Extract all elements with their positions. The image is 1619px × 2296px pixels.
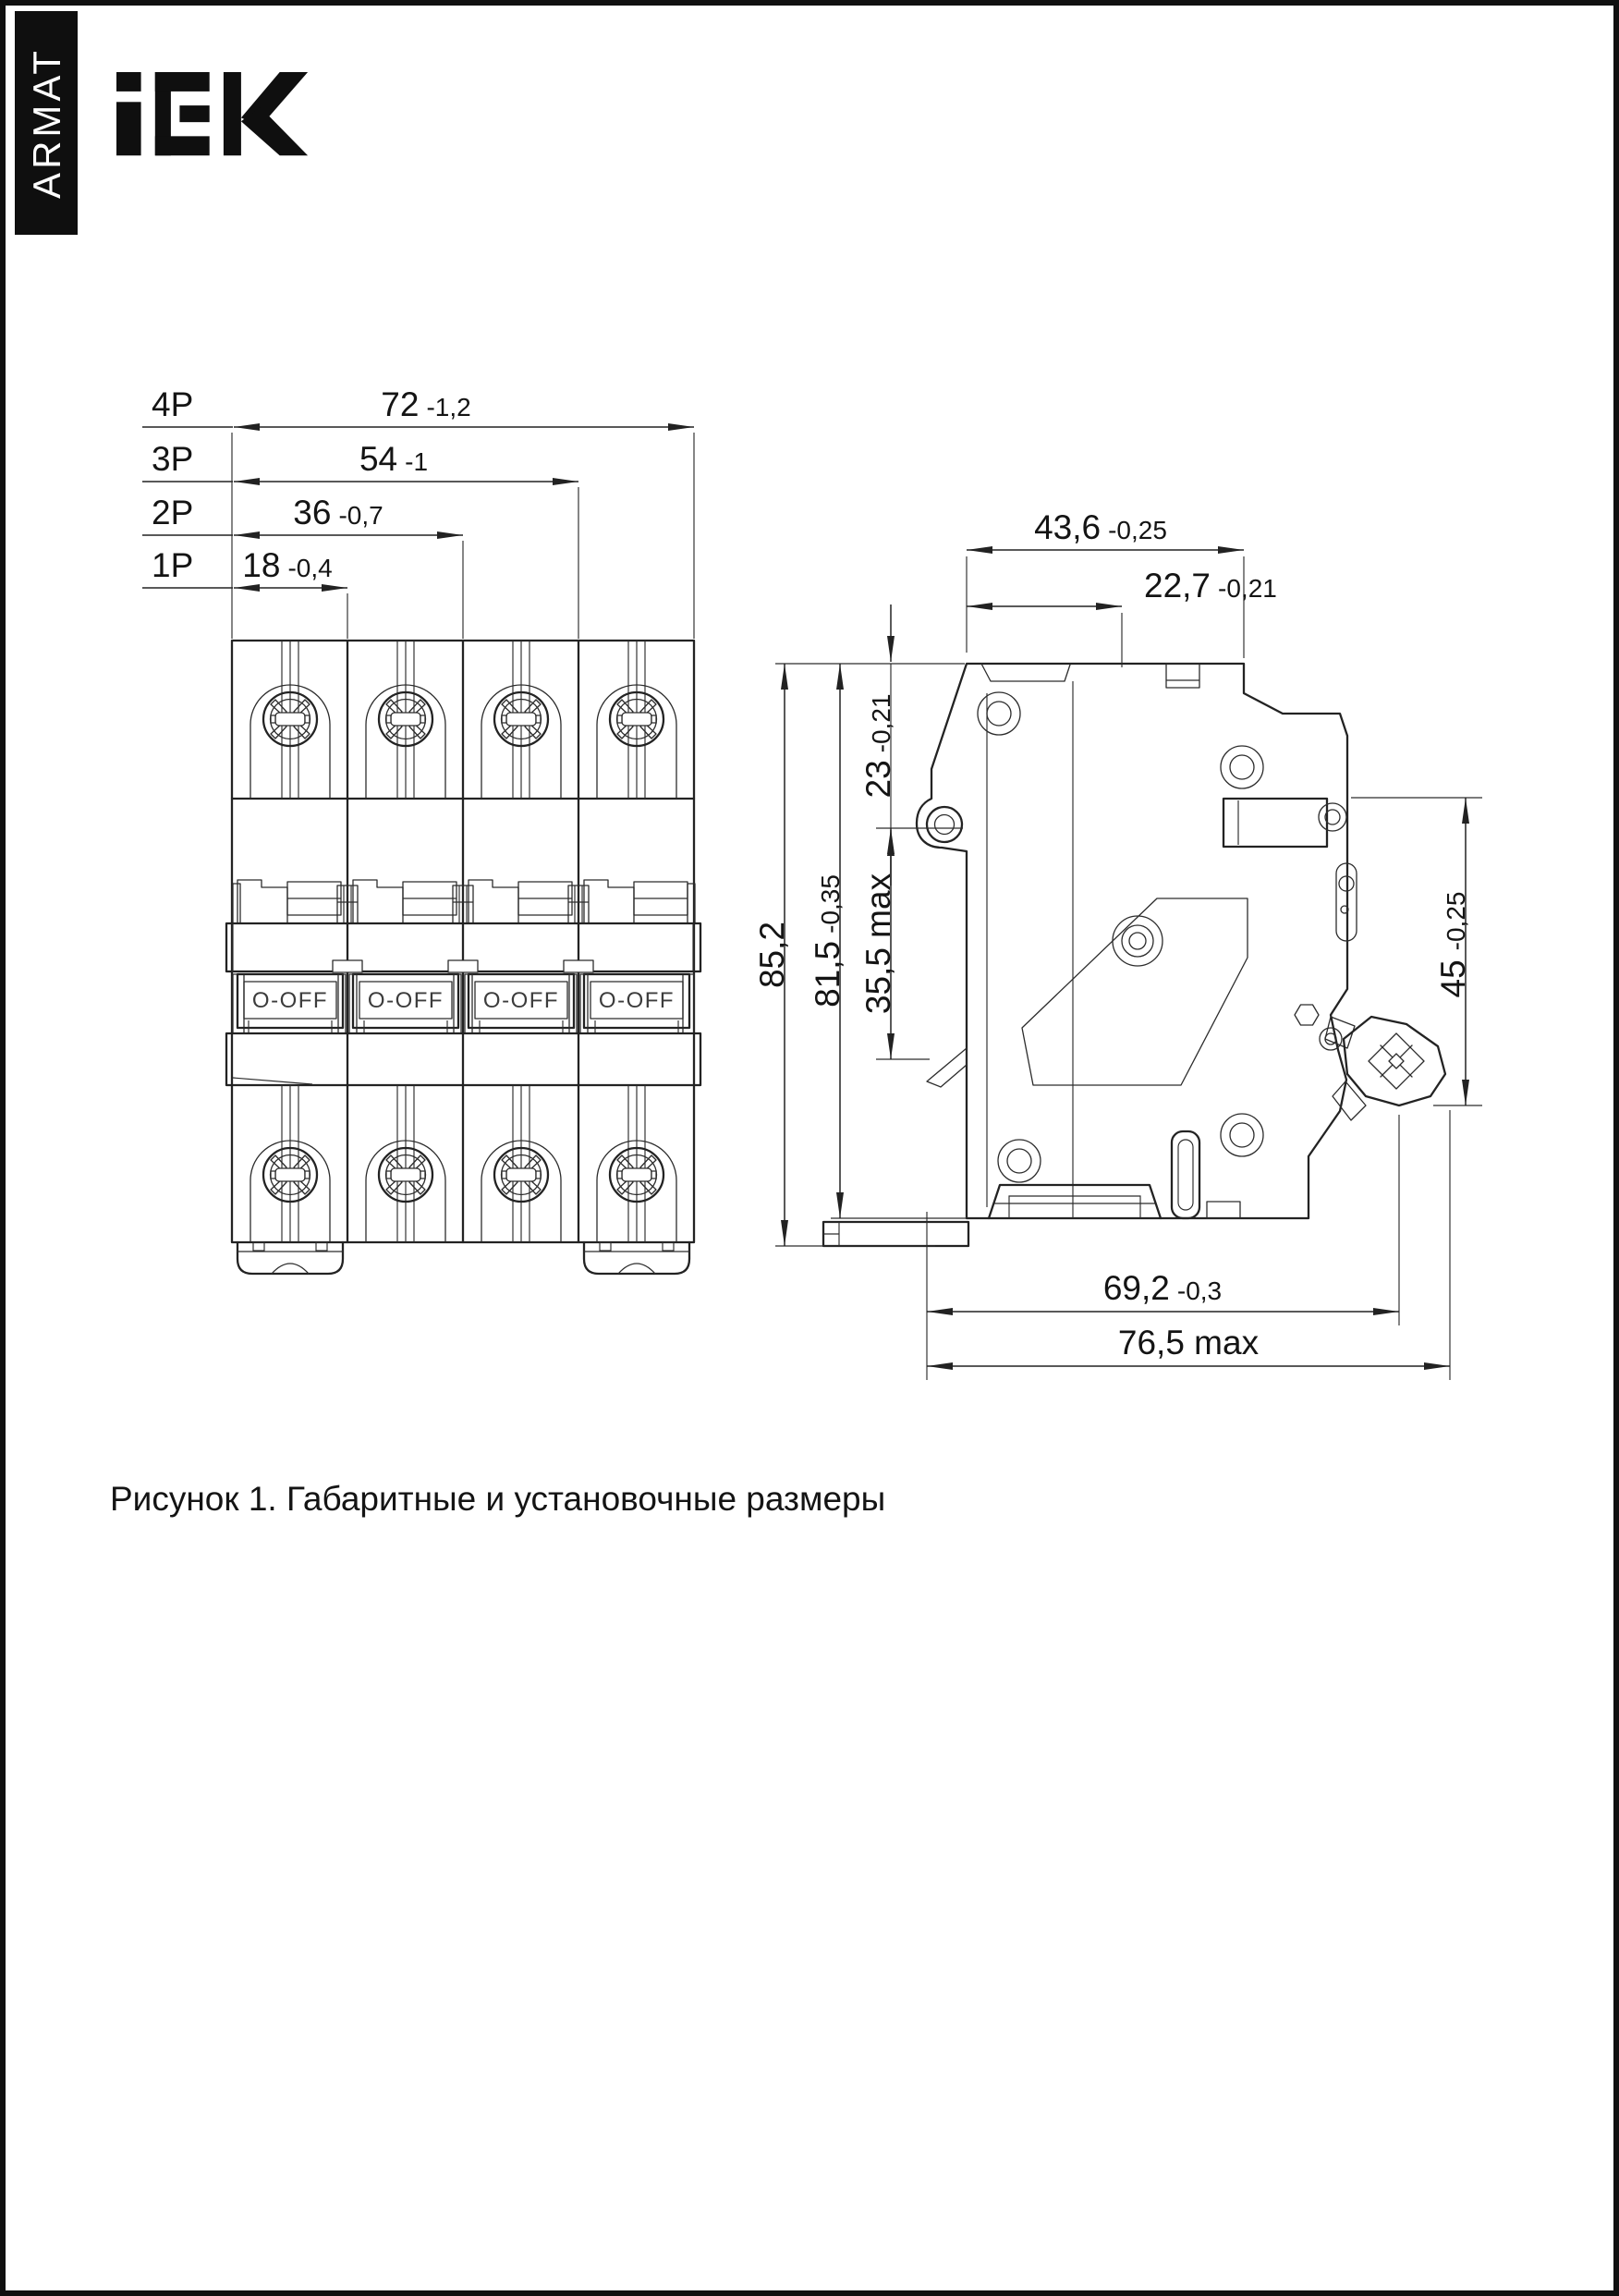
toggle-pole-4 bbox=[584, 974, 689, 1033]
vent-window bbox=[1223, 799, 1327, 847]
din-foot-left bbox=[237, 1242, 343, 1274]
dim-overall-height bbox=[753, 664, 791, 1246]
dim-max-depth-value: 76,5 max bbox=[1117, 1324, 1260, 1362]
handle-recess bbox=[981, 664, 1070, 681]
toggle-pole-2 bbox=[353, 974, 458, 1033]
din-rail-channel bbox=[989, 1131, 1240, 1218]
brand-vertical-text: ARMAT bbox=[25, 47, 68, 199]
dim-body-height bbox=[809, 664, 846, 1218]
dim-din-width-value: 45-0,25 bbox=[1434, 891, 1472, 998]
dim-4p bbox=[142, 385, 694, 427]
dim-1p-pole-label: 1P bbox=[152, 546, 194, 584]
dim-overall-height-value: 85,2 bbox=[753, 921, 791, 989]
dim-din-clamp-zone bbox=[859, 828, 897, 1059]
figure-caption: Рисунок 1. Габаритные и установочные размеры bbox=[110, 1480, 886, 1518]
hex-nut bbox=[1295, 1005, 1319, 1025]
din-foot-right bbox=[584, 1242, 689, 1274]
toggle-pole-3 bbox=[469, 974, 574, 1033]
technical-drawing bbox=[6, 6, 1619, 2296]
latch-tooth bbox=[927, 1048, 967, 1087]
dim-body-height-value: 81,5-0,35 bbox=[809, 874, 846, 1008]
dim-handle-width-value: 22,7 -0,21 bbox=[1144, 567, 1277, 605]
toggle-label: O-OFF bbox=[251, 988, 329, 1013]
side-view bbox=[823, 664, 1445, 1246]
dim-3p-pole-label: 3P bbox=[152, 440, 194, 478]
iek-logo bbox=[116, 72, 308, 155]
dim-din-clamp-zone-value: 35,5 max bbox=[859, 873, 897, 1015]
toggle-label: O-OFF bbox=[367, 988, 444, 1013]
front-view bbox=[226, 641, 700, 1274]
dim-mount-depth-value: 69,2 -0,3 bbox=[1102, 1269, 1223, 1307]
toggle-pole-1 bbox=[237, 974, 343, 1033]
dim-mount-depth bbox=[927, 1269, 1399, 1312]
dim-1p bbox=[142, 546, 347, 588]
dim-3p-value: 54 -1 bbox=[359, 440, 429, 478]
dim-top-width-value: 43,6 -0,25 bbox=[1034, 508, 1167, 546]
rivets bbox=[978, 692, 1346, 1182]
dim-handle-offset-value: 23-0,21 bbox=[859, 693, 897, 799]
toggle-label: O-OFF bbox=[598, 988, 676, 1013]
dim-1p-value: 18 -0,4 bbox=[242, 546, 333, 584]
dim-handle-offset bbox=[859, 605, 897, 885]
toggle-pivot bbox=[927, 807, 962, 842]
dim-handle-width bbox=[967, 567, 1277, 667]
dim-2p bbox=[142, 494, 463, 535]
side-body-outline bbox=[917, 664, 1347, 1218]
dim-4p-pole-label: 4P bbox=[152, 385, 194, 423]
latch-pull-tab bbox=[823, 1222, 968, 1246]
toggle-label: O-OFF bbox=[482, 988, 560, 1013]
mechanism-cavity bbox=[1022, 898, 1248, 1085]
brand-sidebar bbox=[15, 11, 78, 235]
dim-2p-value: 36 -0,7 bbox=[293, 494, 383, 531]
front-view-dimensions bbox=[142, 385, 694, 639]
dim-max-depth bbox=[927, 1324, 1450, 1366]
side-view-dimensions bbox=[753, 508, 1482, 1380]
dim-3p bbox=[142, 440, 578, 482]
dim-4p-value: 72 -1,2 bbox=[381, 385, 471, 423]
top-tab bbox=[1166, 664, 1199, 688]
dim-2p-pole-label: 2P bbox=[152, 494, 194, 531]
